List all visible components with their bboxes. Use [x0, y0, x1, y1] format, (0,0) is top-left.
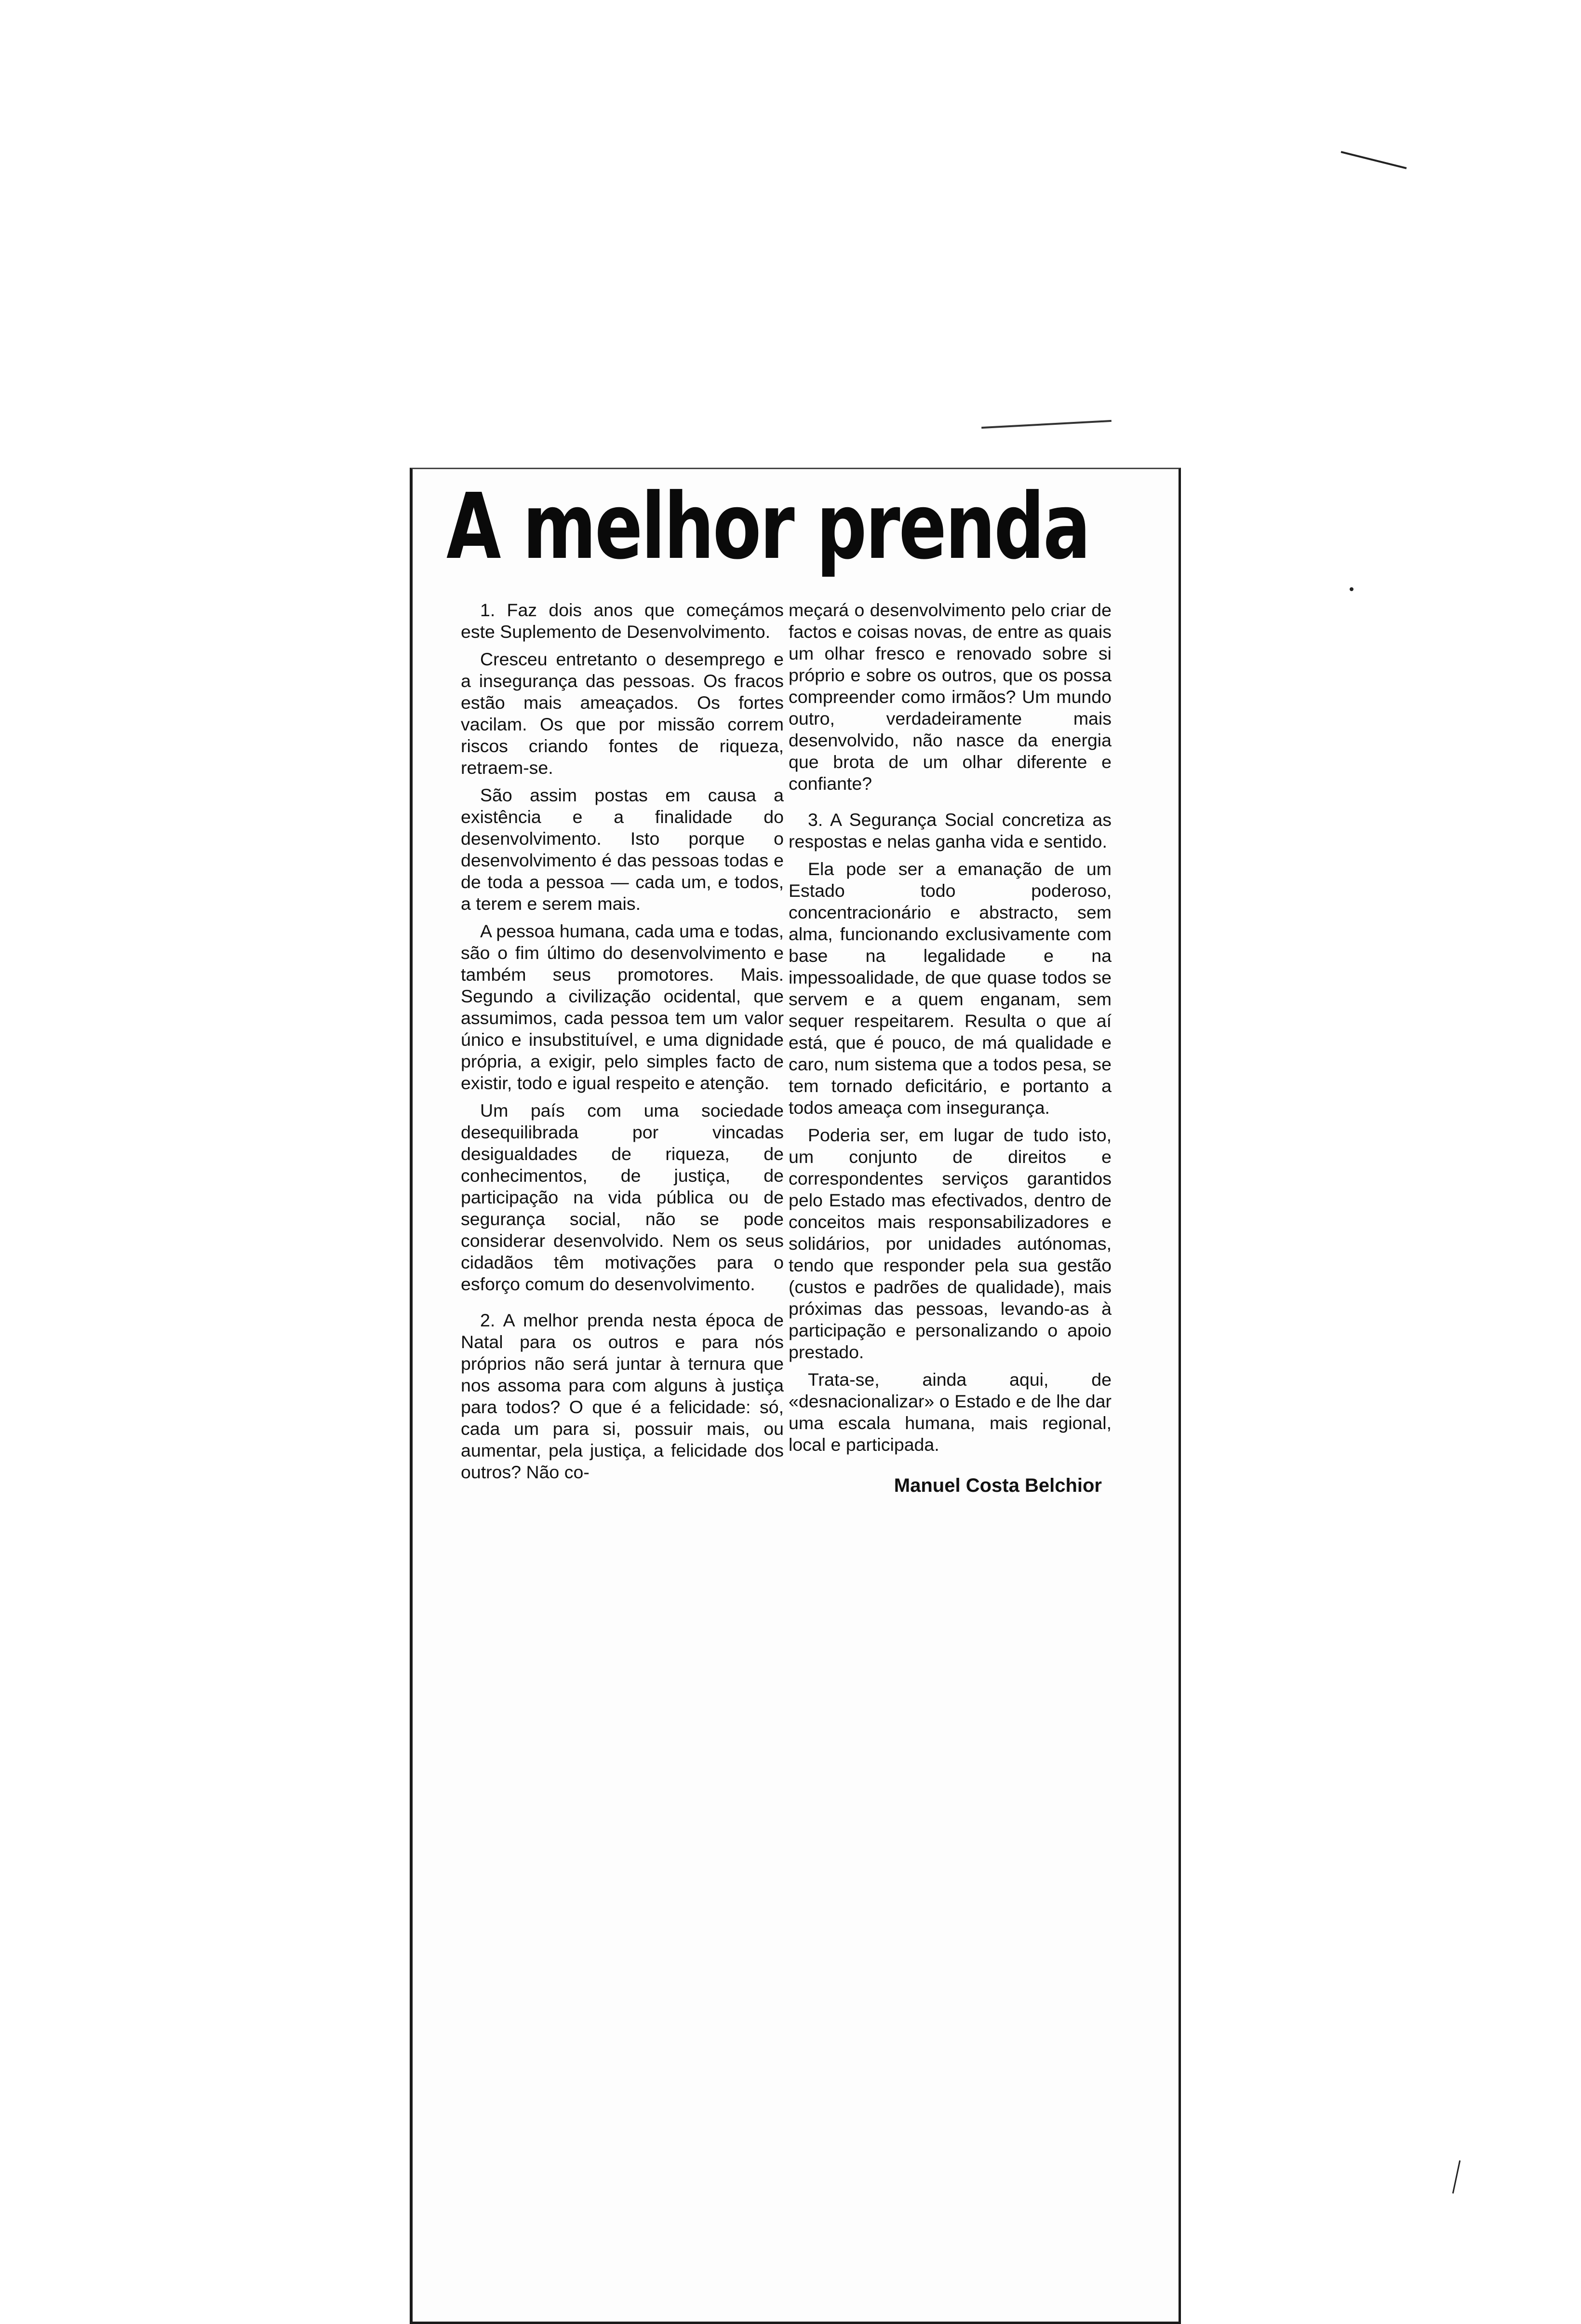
scan-mark-bottom-right [1452, 2160, 1460, 2193]
paragraph: 1. Faz dois anos que começámos este Suplemento de Desenvolvimento. [461, 600, 784, 642]
paragraph: A pessoa humana, cada uma e todas, são o fim último do desenvolvimento e também seus promotores. Mais. Segundo a civilização ocidental, que assumimos, cada pessoa tem um valor único e insubstituível, e uma dignidade própria, a exigir, pelo simples facto de existir, todo e igual respeito e atenção. [461, 921, 784, 1093]
paragraph: Um país com uma sociedade desequilibrada por vincadas desigualdades de riqueza, de conhecimentos, de justiça, de participação na vida pública ou de segurança social, não se pode considerar desenvolvido. Nem os seus cidadãos têm motivações para o esforço comum do desenvolvimento. [461, 1100, 784, 1294]
paragraph: meçará o desenvolvimento pelo criar de factos e coisas novas, de entre as quais um olhar fresco e renovado sobre si próprio e sobre os outros, que os possa compreender como irmãos? Um mundo outro, verdadeiramente mais desenvolvido, não nasce da energia que brota de um olhar diferente e confiante? [789, 600, 1112, 794]
article-column-left [461, 599, 784, 1489]
paragraph: 3. A Segurança Social concretiza as respostas e nelas ganha vida e sentido. [789, 810, 1112, 851]
paragraph: Cresceu entretanto o desemprego e a insegurança das pessoas. Os fracos estão mais ameaçados. Os fortes vacilam. Os que por missão correm riscos criando fontes de riqueza, retraem-se. [461, 649, 784, 778]
article-title: A melhor prenda [446, 474, 1089, 580]
scan-mark-dot [1350, 587, 1353, 591]
paragraph: 2. A melhor prenda nesta época de Natal para os outros e para nós próprios não será juntar à ternura que nos assoma para com alguns à justiça para todos? O que é a felicidade: só, cada um para si, possuir mais, ou aumentar, pela justiça, a felicidade dos outros? Não co- [461, 1310, 784, 1482]
author-byline: Manuel Costa Belchior [894, 1475, 1102, 1496]
article-column-right [789, 599, 1112, 1497]
paragraph: Trata-se, ainda aqui, de «desnacionalizar» o Estado e de lhe dar uma escala humana, mais regional, local e participada. [789, 1369, 1112, 1455]
paragraph: Poderia ser, em lugar de tudo isto, um conjunto de direitos e correspondentes serviços garantidos pelo Estado mas efectivados, dentro de conceitos mais responsabilizadores e solidários, por unidades autónomas, tendo que responder pela sua gestão (custos e padrões de qualidade), mais próximas das pessoas, levando-as à participação e personalizando o apoio prestado. [789, 1125, 1112, 1362]
newspaper-clipping [410, 468, 1181, 2324]
scan-mark-top-right [1341, 151, 1407, 169]
top-torn-rule [981, 420, 1112, 429]
paragraph: Ela pode ser a emanação de um Estado todo poderoso, concentracionário e abstracto, sem alma, funcionando exclusivamente com base na legalidade e na impessoalidade, de que quase todos se servem e a quem enganam, sem sequer respeitarem. Resulta o que aí está, que é pouco, de má qualidade e caro, num sistema que a todos pesa, se tem tornado deficitário, e portanto a todos ameaça com insegurança. [789, 859, 1112, 1118]
paragraph: São assim postas em causa a existência e a finalidade do desenvolvimento. Isto porque o desenvolvimento é das pessoas todas e de toda a pessoa — cada um, e todos, a terem e serem mais. [461, 785, 784, 914]
